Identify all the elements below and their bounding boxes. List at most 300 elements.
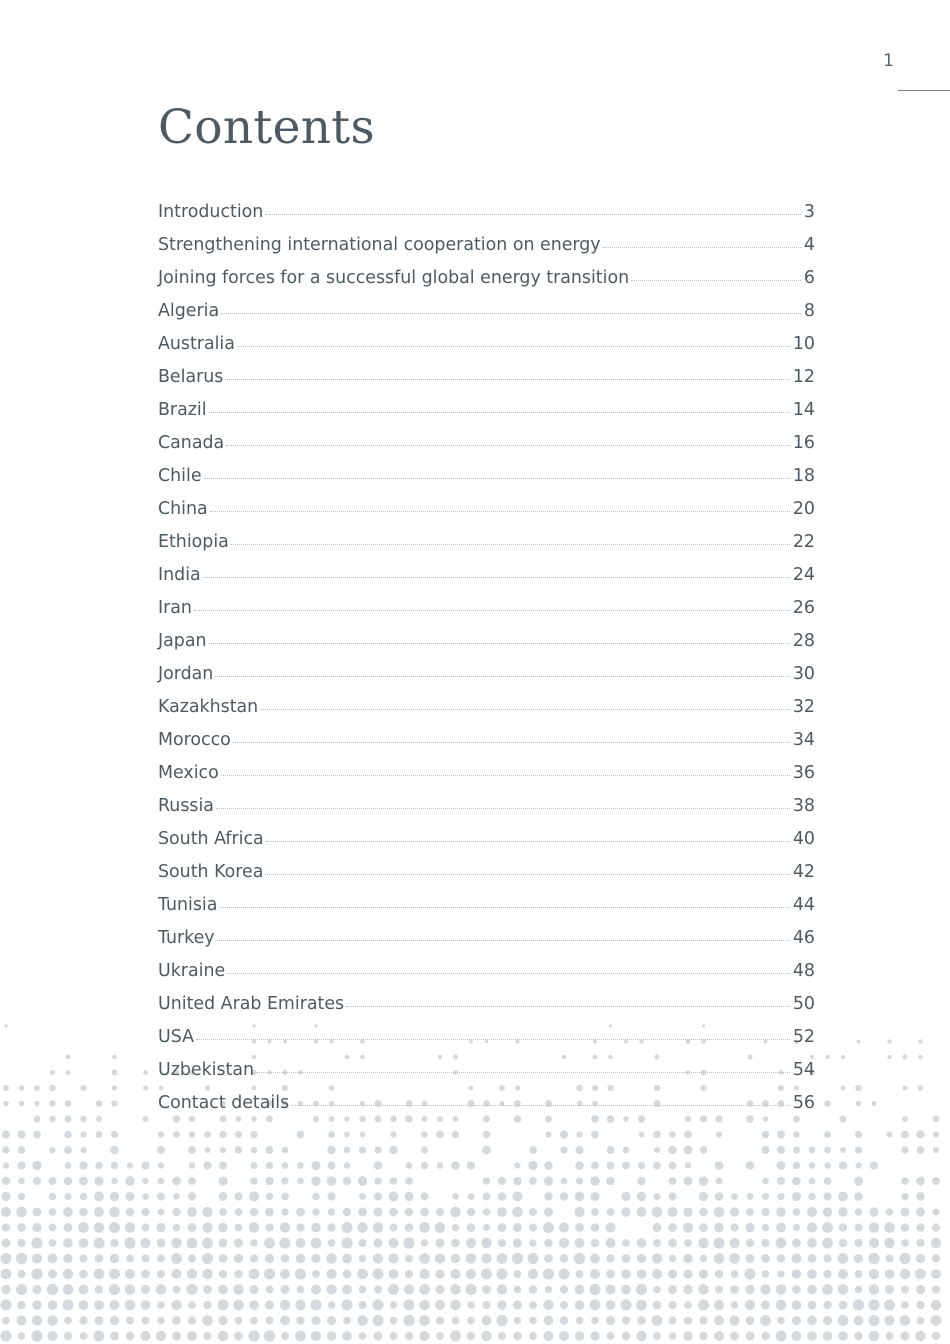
- pattern-dot: [2, 1177, 10, 1185]
- pattern-dot: [421, 1162, 429, 1170]
- pattern-dot: [110, 1254, 119, 1263]
- pattern-dot: [266, 1146, 274, 1154]
- pattern-dot: [622, 1162, 630, 1170]
- pattern-dot: [17, 1161, 25, 1169]
- pattern-dot: [218, 1331, 228, 1341]
- pattern-dot: [590, 1269, 600, 1279]
- pattern-dot: [514, 1286, 522, 1294]
- pattern-dot: [79, 1208, 87, 1216]
- page-number: 1: [883, 51, 894, 71]
- pattern-dot: [234, 1332, 243, 1341]
- pattern-dot: [204, 1131, 211, 1138]
- pattern-dot: [187, 1331, 197, 1341]
- pattern-dot: [33, 1208, 42, 1217]
- pattern-dot: [326, 1253, 336, 1263]
- pattern-dot: [761, 1332, 769, 1340]
- pattern-dot: [871, 1101, 876, 1106]
- pattern-dot: [49, 1239, 57, 1247]
- pattern-dot: [653, 1193, 660, 1200]
- toc-entry-label: Australia: [158, 334, 235, 354]
- toc-dot-leader: [216, 808, 790, 809]
- pattern-dot: [64, 1317, 72, 1325]
- pattern-dot: [297, 1162, 304, 1169]
- pattern-dot: [465, 1284, 476, 1295]
- pattern-dot: [466, 1253, 477, 1264]
- pattern-dot: [561, 1178, 568, 1185]
- pattern-dot: [405, 1177, 413, 1185]
- pattern-dot: [698, 1284, 709, 1295]
- pattern-dot: [528, 1161, 537, 1170]
- pattern-dot: [838, 1269, 848, 1279]
- pattern-dot: [109, 1222, 120, 1233]
- toc-dot-leader: [603, 247, 801, 248]
- pattern-dot: [807, 1285, 817, 1295]
- pattern-dot: [403, 1299, 414, 1310]
- pattern-dot: [807, 1238, 817, 1248]
- pattern-dot: [514, 1162, 520, 1168]
- pattern-dot: [1, 1192, 10, 1201]
- pattern-dot: [233, 1300, 244, 1311]
- pattern-dot: [637, 1254, 646, 1263]
- pattern-dot: [855, 1131, 862, 1138]
- pattern-dot: [885, 1285, 894, 1294]
- pattern-dot: [869, 1269, 879, 1279]
- toc-entry-china[interactable]: [158, 493, 815, 526]
- toc-entry-usa[interactable]: [158, 1021, 815, 1054]
- pattern-dot: [466, 1238, 476, 1248]
- pattern-dot: [823, 1301, 832, 1310]
- pattern-dot: [141, 1208, 149, 1216]
- pattern-dot: [621, 1269, 631, 1279]
- pattern-dot: [157, 1146, 165, 1154]
- pattern-dot: [188, 1254, 196, 1262]
- pattern-dot: [746, 1254, 755, 1263]
- pattern-dot: [622, 1254, 631, 1263]
- pattern-dot: [111, 1100, 117, 1106]
- pattern-dot: [884, 1315, 894, 1325]
- pattern-dot: [297, 1286, 305, 1294]
- toc-entry-canada[interactable]: [158, 427, 815, 460]
- pattern-dot: [173, 1224, 181, 1232]
- pattern-dot: [64, 1177, 73, 1186]
- pattern-dot: [49, 1085, 55, 1091]
- toc-entry-south-africa[interactable]: [158, 823, 815, 856]
- page-number-rule: [898, 90, 950, 91]
- toc-dot-leader: [227, 973, 790, 974]
- pattern-dot: [64, 1146, 72, 1154]
- pattern-dot: [729, 1253, 740, 1264]
- pattern-dot: [639, 1132, 645, 1138]
- pattern-dot: [156, 1284, 167, 1295]
- pattern-dot: [762, 1224, 769, 1231]
- pattern-dot: [714, 1316, 724, 1326]
- pattern-dot: [916, 1223, 924, 1231]
- pattern-dot: [249, 1269, 260, 1280]
- toc-entry-label: Canada: [158, 433, 225, 453]
- toc-entry-south-korea[interactable]: [158, 856, 815, 889]
- pattern-dot: [16, 1253, 27, 1264]
- pattern-dot: [839, 1301, 848, 1310]
- pattern-dot: [916, 1285, 925, 1294]
- pattern-dot: [854, 1332, 862, 1340]
- pattern-dot: [47, 1331, 57, 1341]
- pattern-dot: [189, 1131, 195, 1137]
- pattern-dot: [49, 1208, 57, 1216]
- pattern-dot: [792, 1239, 801, 1248]
- pattern-dot: [49, 1147, 56, 1154]
- pattern-dot: [158, 1178, 165, 1185]
- pattern-dot: [467, 1223, 476, 1232]
- pattern-dot: [716, 1178, 723, 1185]
- pattern-dot: [747, 1193, 754, 1200]
- pattern-dot: [497, 1269, 508, 1280]
- pattern-dot: [869, 1331, 880, 1342]
- pattern-dot: [607, 1146, 615, 1154]
- toc-entry-page: 6: [803, 268, 815, 288]
- pattern-dot: [498, 1239, 506, 1247]
- toc-entry-label: Kazakhstan: [158, 697, 259, 717]
- pattern-dot: [64, 1115, 71, 1122]
- pattern-dot: [745, 1285, 754, 1294]
- pattern-dot: [234, 1270, 243, 1279]
- pattern-dot: [590, 1254, 600, 1264]
- pattern-dot: [450, 1300, 460, 1310]
- pattern-dot: [606, 1254, 614, 1262]
- pattern-dot: [483, 1224, 490, 1231]
- toc-entry-algeria[interactable]: [158, 295, 815, 328]
- toc-entry-page: 34: [792, 730, 815, 750]
- pattern-dot: [171, 1269, 181, 1279]
- toc-entry-label: Brazil: [158, 400, 207, 420]
- pattern-dot: [605, 1222, 615, 1232]
- pattern-dot: [79, 1161, 87, 1169]
- toc-entry-introduction[interactable]: [158, 196, 815, 229]
- pattern-dot: [512, 1207, 523, 1218]
- pattern-dot: [94, 1269, 105, 1280]
- toc-entry-label: United Arab Emirates: [158, 994, 345, 1014]
- pattern-dot: [839, 1239, 847, 1247]
- pattern-dot: [250, 1131, 257, 1138]
- pattern-dot: [529, 1177, 537, 1185]
- pattern-dot: [94, 1222, 104, 1232]
- toc-entry-label: Algeria: [158, 301, 220, 321]
- pattern-dot: [280, 1300, 290, 1310]
- pattern-dot: [218, 1176, 227, 1185]
- toc-entry-contact-details[interactable]: [158, 1087, 815, 1120]
- toc-entry-morocco[interactable]: [158, 724, 815, 757]
- toc-entry-jordan[interactable]: [158, 658, 815, 691]
- toc-entry-tunisia[interactable]: [158, 889, 815, 922]
- pattern-dot: [281, 1254, 289, 1262]
- pattern-dot: [544, 1192, 553, 1201]
- toc-entry-uzbekistan[interactable]: [158, 1054, 815, 1087]
- pattern-dot: [716, 1131, 722, 1137]
- pattern-dot: [125, 1192, 134, 1201]
- pattern-dot: [822, 1222, 833, 1233]
- toc-entry-label: Turkey: [158, 928, 215, 948]
- pattern-dot: [389, 1146, 397, 1154]
- pattern-dot: [80, 1147, 86, 1153]
- pattern-dot: [64, 1332, 73, 1341]
- pattern-dot: [760, 1315, 771, 1326]
- pattern-dot: [855, 1224, 863, 1232]
- pattern-dot: [916, 1301, 924, 1309]
- toc-entry-page: 14: [792, 400, 815, 420]
- pattern-dot: [591, 1162, 599, 1170]
- pattern-dot: [126, 1208, 135, 1217]
- pattern-dot: [95, 1162, 103, 1170]
- pattern-dot: [623, 1147, 630, 1154]
- pattern-dot: [668, 1192, 676, 1200]
- pattern-dot: [513, 1332, 522, 1341]
- pattern-dot: [513, 1238, 522, 1247]
- pattern-dot: [141, 1254, 149, 1262]
- pattern-dot: [901, 1301, 909, 1309]
- pattern-dot: [684, 1131, 692, 1139]
- pattern-dot: [235, 1317, 243, 1325]
- pattern-dot: [792, 1331, 802, 1341]
- pattern-dot: [419, 1253, 430, 1264]
- pattern-dot: [94, 1207, 104, 1217]
- pattern-dot: [699, 1192, 708, 1201]
- pattern-dot: [855, 1085, 862, 1092]
- pattern-dot: [111, 1162, 118, 1169]
- pattern-dot: [295, 1268, 306, 1279]
- toc-entry-iran[interactable]: [158, 592, 815, 625]
- pattern-dot: [684, 1177, 693, 1186]
- pattern-dot: [481, 1253, 491, 1263]
- pattern-dot: [125, 1176, 135, 1186]
- pattern-dot: [311, 1176, 321, 1186]
- pattern-dot: [388, 1284, 399, 1295]
- toc-entry-page: 26: [792, 598, 815, 618]
- toc-entry-page: 10: [792, 334, 815, 354]
- pattern-dot: [590, 1300, 601, 1311]
- pattern-dot: [699, 1223, 708, 1232]
- pattern-dot: [437, 1162, 444, 1169]
- pattern-dot: [436, 1332, 444, 1340]
- pattern-dot: [590, 1192, 599, 1201]
- pattern-dot: [142, 1224, 150, 1232]
- toc-entry-ukraine[interactable]: [158, 955, 815, 988]
- pattern-dot: [452, 1317, 460, 1325]
- pattern-dot: [916, 1130, 924, 1138]
- toc-entry-india[interactable]: [158, 559, 815, 592]
- pattern-dot: [901, 1177, 909, 1185]
- pattern-dot: [50, 1070, 55, 1075]
- pattern-dot: [327, 1146, 335, 1154]
- pattern-dot: [328, 1208, 335, 1215]
- pattern-dot: [498, 1192, 506, 1200]
- pattern-dot: [528, 1269, 538, 1279]
- pattern-dot: [792, 1177, 801, 1186]
- pattern-dot: [575, 1285, 585, 1295]
- pattern-dot: [389, 1223, 397, 1231]
- pattern-dot: [157, 1317, 165, 1325]
- pattern-dot: [607, 1332, 615, 1340]
- pattern-dot: [1, 1285, 10, 1294]
- toc-entry-ethiopia[interactable]: [158, 526, 815, 559]
- pattern-dot: [590, 1176, 599, 1185]
- pattern-dot: [653, 1332, 661, 1340]
- pattern-dot: [714, 1223, 724, 1233]
- pattern-dot: [483, 1131, 491, 1139]
- pattern-dot: [467, 1332, 475, 1340]
- pattern-dot: [699, 1176, 709, 1186]
- pattern-dot: [621, 1207, 630, 1216]
- toc-entry-strengthening-cooperation[interactable]: [158, 229, 815, 262]
- pattern-dot: [171, 1300, 181, 1310]
- pattern-dot: [838, 1253, 849, 1264]
- toc-entry-page: 22: [792, 532, 815, 552]
- pattern-dot: [310, 1299, 321, 1310]
- pattern-dot: [901, 1131, 909, 1139]
- pattern-dot: [901, 1285, 909, 1293]
- pattern-dot: [419, 1300, 429, 1310]
- pattern-dot: [452, 1131, 459, 1138]
- pattern-dot: [824, 1131, 831, 1138]
- pattern-dot: [636, 1331, 646, 1341]
- toc-dot-leader: [231, 544, 790, 545]
- pattern-dot: [373, 1315, 384, 1326]
- pattern-dot: [560, 1301, 568, 1309]
- pattern-dot: [189, 1162, 196, 1169]
- pattern-dot: [389, 1238, 399, 1248]
- toc-entry-australia[interactable]: [158, 328, 815, 361]
- pattern-dot: [265, 1177, 274, 1186]
- pattern-dot: [915, 1269, 926, 1280]
- pattern-dot: [902, 1085, 907, 1090]
- pattern-dot: [854, 1316, 864, 1326]
- pattern-dot: [436, 1208, 445, 1217]
- pattern-dot: [698, 1300, 709, 1311]
- pattern-dot: [776, 1223, 786, 1233]
- pattern-dot: [203, 1285, 212, 1294]
- toc-entry-japan[interactable]: [158, 625, 815, 658]
- pattern-dot: [715, 1192, 724, 1201]
- pattern-dot: [713, 1237, 724, 1248]
- pattern-dot: [389, 1269, 399, 1279]
- pattern-dot: [187, 1269, 197, 1279]
- pattern-dot: [80, 1193, 87, 1200]
- pattern-dot: [47, 1284, 58, 1295]
- pattern-dot: [373, 1238, 382, 1247]
- pattern-dot: [79, 1177, 88, 1186]
- pattern-dot: [918, 1055, 923, 1060]
- pattern-dot: [157, 1270, 165, 1278]
- pattern-dot: [653, 1162, 661, 1170]
- pattern-dot: [219, 1254, 228, 1263]
- pattern-dot: [575, 1238, 585, 1248]
- pattern-dot: [590, 1331, 599, 1340]
- pattern-dot: [373, 1207, 382, 1216]
- pattern-dot: [793, 1131, 800, 1138]
- pattern-dot: [48, 1177, 56, 1185]
- pattern-dot: [311, 1254, 320, 1263]
- pattern-dot: [467, 1301, 474, 1308]
- toc-entry-label: Ethiopia: [158, 532, 229, 552]
- pattern-dot: [1, 1207, 11, 1217]
- pattern-dot: [575, 1161, 584, 1170]
- toc-entry-mexico[interactable]: [158, 757, 815, 790]
- toc-entry-page: 30: [792, 664, 815, 684]
- pattern-dot: [653, 1301, 662, 1310]
- pattern-dot: [854, 1192, 863, 1201]
- pattern-dot: [435, 1269, 444, 1278]
- toc-entry-label: Mexico: [158, 763, 219, 783]
- pattern-dot: [762, 1178, 769, 1185]
- toc-entry-russia[interactable]: [158, 790, 815, 823]
- pattern-dot: [529, 1301, 537, 1309]
- toc-entry-kazakhstan[interactable]: [158, 691, 815, 724]
- pattern-dot: [746, 1239, 754, 1247]
- pattern-dot: [901, 1223, 909, 1231]
- pattern-dot: [731, 1270, 739, 1278]
- pattern-dot: [591, 1239, 599, 1247]
- toc-entry-chile[interactable]: [158, 460, 815, 493]
- pattern-dot: [265, 1208, 274, 1217]
- pattern-dot: [95, 1285, 104, 1294]
- pattern-dot: [574, 1253, 585, 1264]
- toc-entry-belarus[interactable]: [158, 361, 815, 394]
- pattern-dot: [729, 1238, 739, 1248]
- pattern-dot: [1, 1253, 12, 1264]
- toc-entry-uae[interactable]: [158, 988, 815, 1021]
- pattern-dot: [126, 1332, 134, 1340]
- pattern-dot: [916, 1192, 925, 1201]
- pattern-dot: [838, 1192, 848, 1202]
- pattern-dot: [79, 1238, 89, 1248]
- pattern-dot: [560, 1146, 567, 1153]
- pattern-dot: [761, 1300, 770, 1309]
- pattern-dot: [312, 1193, 320, 1201]
- pattern-dot: [529, 1146, 537, 1154]
- pattern-dot: [34, 1101, 39, 1106]
- pattern-dot: [172, 1332, 181, 1341]
- pattern-dot: [359, 1146, 366, 1153]
- pattern-dot: [202, 1238, 213, 1249]
- pattern-dot: [0, 1330, 11, 1341]
- toc-entry-label: Tunisia: [158, 895, 218, 915]
- pattern-dot: [669, 1162, 677, 1170]
- pattern-dot: [699, 1208, 708, 1217]
- pattern-dot: [219, 1192, 228, 1201]
- pattern-dot: [559, 1331, 569, 1341]
- pattern-dot: [933, 1116, 939, 1122]
- toc-entry-label: Morocco: [158, 730, 231, 750]
- toc-entry-brazil[interactable]: [158, 394, 815, 427]
- pattern-dot: [235, 1131, 242, 1138]
- toc-dot-leader: [265, 874, 789, 875]
- toc-entry-turkey[interactable]: [158, 922, 815, 955]
- pattern-dot: [404, 1192, 413, 1201]
- pattern-dot: [777, 1161, 786, 1170]
- pattern-dot: [280, 1269, 290, 1279]
- pattern-dot: [250, 1317, 258, 1325]
- pattern-dot: [342, 1222, 353, 1233]
- pattern-dot: [341, 1237, 352, 1248]
- pattern-dot: [840, 1147, 846, 1153]
- pattern-dot: [854, 1176, 863, 1185]
- toc-entry-joining-forces[interactable]: [158, 262, 815, 295]
- pattern-dot: [498, 1223, 507, 1232]
- pattern-dot: [915, 1331, 925, 1341]
- pattern-dot: [328, 1239, 336, 1247]
- pattern-dot: [745, 1269, 756, 1280]
- toc-dot-leader: [346, 1006, 790, 1007]
- pattern-dot: [498, 1332, 506, 1340]
- pattern-dot: [357, 1222, 367, 1232]
